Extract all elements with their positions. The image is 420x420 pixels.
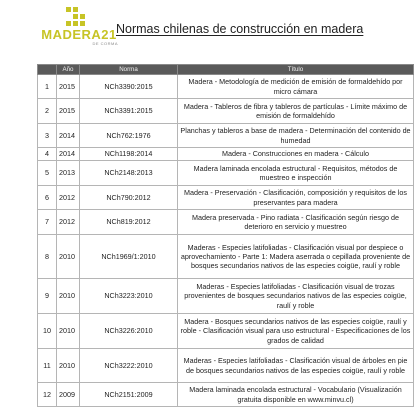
row-title: Madera preservada - Pino radiata - Clasificación según riesgo de deterioro en servicio y muestreo <box>178 210 414 235</box>
row-index: 10 <box>38 314 57 349</box>
row-title: Planchas y tableros a base de madera - Determinación del contenido de humedad <box>178 124 414 148</box>
row-index: 5 <box>38 161 57 186</box>
row-norma: NCh790:2012 <box>80 186 178 210</box>
logo-mark-icon <box>62 6 92 28</box>
table-row <box>38 99 414 124</box>
row-index: 4 <box>38 148 57 161</box>
row-title: Madera - Metodología de medición de emisión de formaldehído por micro cámara <box>178 75 414 99</box>
row-norma: NCh3223:2010 <box>80 279 178 314</box>
norms-table <box>37 64 414 407</box>
row-year: 2012 <box>57 186 80 210</box>
table-row <box>38 124 414 148</box>
row-norma: NCh3391:2015 <box>80 99 178 124</box>
column-header-norma: Norma <box>80 65 178 75</box>
row-year: 2014 <box>57 124 80 148</box>
table-row <box>38 383 414 407</box>
table-row <box>38 349 414 383</box>
row-index: 8 <box>38 235 57 279</box>
row-title: Maderas - Especies latifoliadas - Clasificación visual de árboles en pie de bosques secundarios nativos de las especies coigüe, raulí y roble <box>178 349 414 383</box>
row-title: Maderas - Especies latifoliadas - Clasificación visual de trozas provenientes de bosques secundarios nativos de las especies coigüe, raulí y roble <box>178 279 414 314</box>
column-header-year: Año <box>57 65 80 75</box>
row-title: Madera - Preservación - Clasificación, composición y requisitos de los preservantes para madera <box>178 186 414 210</box>
column-header-title: Título <box>178 65 414 75</box>
table-row <box>38 186 414 210</box>
row-norma: NCh1198:2014 <box>80 148 178 161</box>
row-norma: NCh3222:2010 <box>80 349 178 383</box>
row-title: Madera - Construcciones en madera - Cálculo <box>178 148 414 161</box>
logo-subtitle: DE CORMA <box>92 41 118 46</box>
table-row <box>38 161 414 186</box>
row-year: 2010 <box>57 349 80 383</box>
column-header-index <box>38 65 57 75</box>
page-header <box>0 0 420 56</box>
row-norma: NCh762:1976 <box>80 124 178 148</box>
row-title: Maderas - Especies latifoliadas - Clasificación visual por despiece o aprovechamiento - Parte 1: Madera aserrada o cepillada proveniente de bosques secundarios nativos de las especies coigüe, raulí y roble <box>178 235 414 279</box>
row-norma: NCh2151:2009 <box>80 383 178 407</box>
row-norma: NCh1969/1:2010 <box>80 235 178 279</box>
row-year: 2014 <box>57 148 80 161</box>
table-row <box>38 279 414 314</box>
madera21-logo <box>40 6 118 46</box>
row-year: 2010 <box>57 235 80 279</box>
row-index: 12 <box>38 383 57 407</box>
table-row <box>38 314 414 349</box>
table-header-row <box>38 65 414 75</box>
row-index: 7 <box>38 210 57 235</box>
row-title: Madera - Tableros de fibra y tableros de partículas - Límite máximo de emisión de formaldehído <box>178 99 414 124</box>
row-year: 2013 <box>57 161 80 186</box>
row-index: 6 <box>38 186 57 210</box>
table-row <box>38 210 414 235</box>
table-row <box>38 235 414 279</box>
logo-wordmark: MADERA21 <box>41 27 117 42</box>
row-year: 2015 <box>57 75 80 99</box>
row-norma: NCh2148:2013 <box>80 161 178 186</box>
row-index: 3 <box>38 124 57 148</box>
row-title: Madera - Bosques secundarios nativos de las especies coigüe, raulí y roble - Clasificación visual para uso estructural - Especificaciones de los grados de calidad <box>178 314 414 349</box>
row-title: Madera laminada encolada estructural - Vocabulario (Visualización gratuita disponible en www.minvu.cl) <box>178 383 414 407</box>
row-norma: NCh3226:2010 <box>80 314 178 349</box>
table-row <box>38 75 414 99</box>
row-title: Madera laminada encolada estructural - Requisitos, métodos de muestreo e inspección <box>178 161 414 186</box>
row-year: 2015 <box>57 99 80 124</box>
row-index: 2 <box>38 99 57 124</box>
row-norma: NCh3390:2015 <box>80 75 178 99</box>
row-index: 9 <box>38 279 57 314</box>
row-year: 2010 <box>57 279 80 314</box>
table-row <box>38 148 414 161</box>
row-year: 2009 <box>57 383 80 407</box>
row-index: 11 <box>38 349 57 383</box>
row-year: 2010 <box>57 314 80 349</box>
row-index: 1 <box>38 75 57 99</box>
row-year: 2012 <box>57 210 80 235</box>
row-norma: NCh819:2012 <box>80 210 178 235</box>
page-title: Normas chilenas de construcción en madera <box>116 22 364 36</box>
